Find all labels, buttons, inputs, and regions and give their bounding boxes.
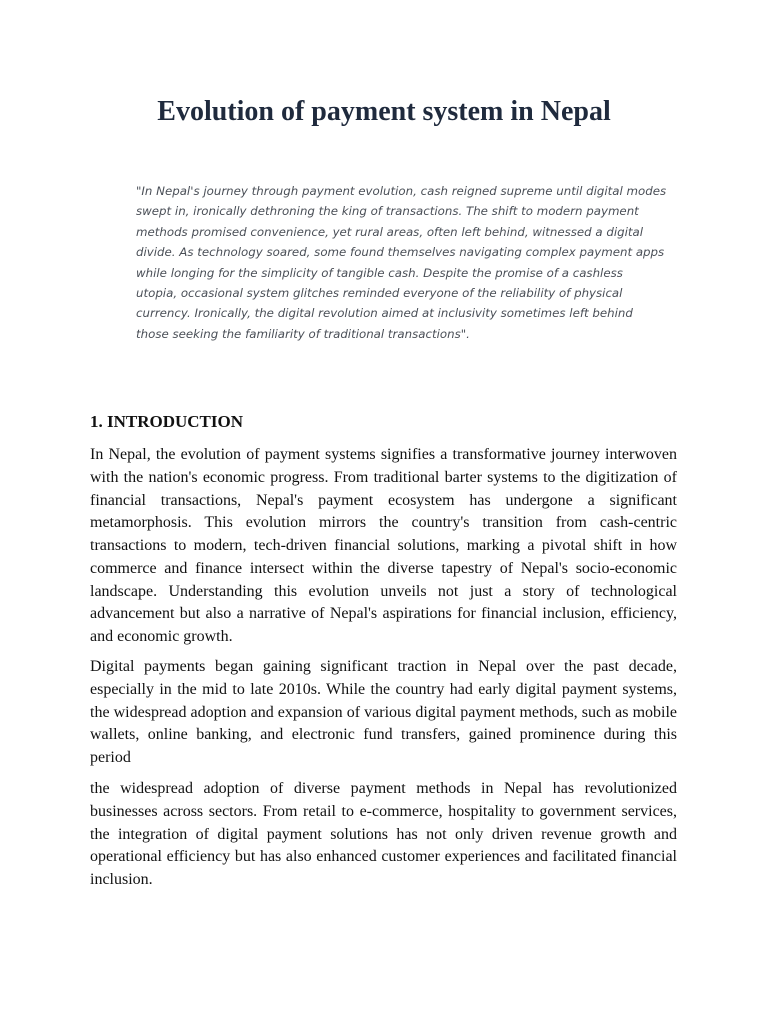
- document-title: Evolution of payment system in Nepal: [157, 96, 611, 127]
- body-paragraph: In Nepal, the evolution of payment systems signifies a transformative journey interwoven with the nation's economic progress. From traditional barter systems to the digitization of financial transactions, Nepal's payment ecosystem has undergone a significant metamorphosis. This evolution mirrors the country's transition from cash-centric transactions to modern, tech-driven financial solutions, marking a pivotal shift in how commerce and finance intersect within the diverse tapestry of Nepal's socio-economic landscape. Understanding this evolution unveils not just a story of technological advancement but also a narrative of Nepal's aspirations for financial inclusion, efficiency, and economic growth.: [90, 446, 677, 645]
- body-paragraph: the widespread adoption of diverse payment methods in Nepal has revolutionized businesses across sectors. From retail to e-commerce, hospitality to government services, the integration of digital payment solutions has not only driven revenue growth and operational efficiency but has also enhanced customer experiences and facilitated financial inclusion.: [90, 780, 677, 888]
- section-heading-introduction: 1. INTRODUCTION: [90, 412, 244, 431]
- epigraph-quote: "In Nepal's journey through payment evolution, cash reigned supreme until digital modes swept in, ironically dethroning the king of transactions. The shift to modern payment methods promised convenience, yet rural areas, often left behind, witnessed a digital divide. As technology soared, some found themselves navigating complex payment apps while longing for the simplicity of tangible cash. Despite the promise of a cashless utopia, occasional system glitches reminded everyone of the reliability of physical currency. Ironically, the digital revolution aimed at inclusivity sometimes left behind those seeking the familiarity of traditional transactions".: [136, 184, 667, 341]
- body-paragraph: Digital payments began gaining significant traction in Nepal over the past decade, especially in the mid to late 2010s. While the country had early digital payment systems, the widespread adoption and expansion of various digital payment methods, such as mobile wallets, online banking, and electronic fund transfers, gained prominence during this period: [90, 658, 677, 766]
